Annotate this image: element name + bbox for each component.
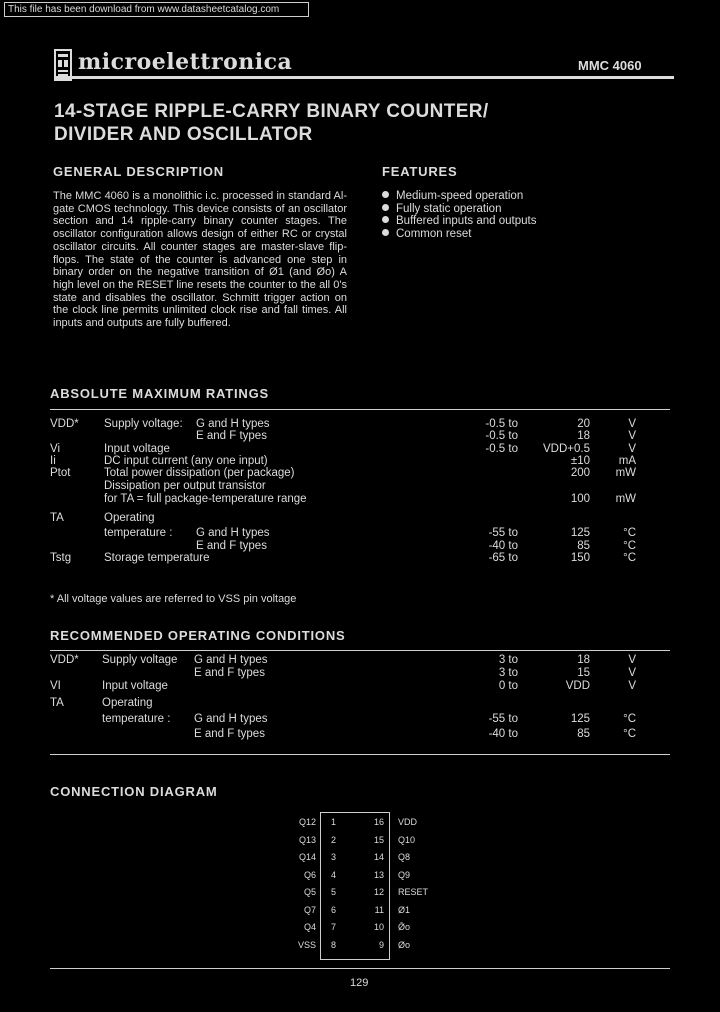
left-pin-name: Q7 bbox=[303, 904, 316, 915]
right-pin-number: 15 bbox=[373, 834, 384, 845]
left-pin-number: 8 bbox=[331, 939, 337, 950]
feature-item bbox=[382, 228, 536, 241]
company-logo-text: microelettronica bbox=[78, 49, 293, 75]
condition-min: 0 to bbox=[498, 680, 518, 692]
document-title bbox=[54, 100, 489, 146]
right-pin-number: 16 bbox=[373, 817, 384, 827]
left-pin-number: 3 bbox=[331, 852, 337, 862]
rating-description: Supply voltage: bbox=[104, 418, 183, 430]
ratings-top-rule bbox=[50, 409, 670, 410]
recommended-bottom-rule bbox=[50, 754, 670, 755]
rating-max: VDD+0.5 bbox=[543, 443, 590, 455]
rating-unit: mW bbox=[615, 467, 636, 479]
rating-min: -0.5 to bbox=[485, 443, 518, 455]
rating-min: -40 to bbox=[488, 540, 518, 552]
right-pin-name: Q8 bbox=[398, 852, 411, 862]
condition-max: VDD bbox=[565, 680, 590, 692]
rating-unit: V bbox=[628, 418, 636, 430]
bullet-icon bbox=[382, 216, 389, 223]
right-pin-number: 14 bbox=[373, 852, 384, 862]
general-description-heading: GENERAL DESCRIPTION bbox=[53, 164, 224, 179]
rating-unit: mW bbox=[615, 493, 636, 505]
rating-description: DC input current (any one input) bbox=[104, 455, 268, 467]
rating-type: G and H types bbox=[196, 527, 270, 539]
rating-description: Storage temperature bbox=[104, 552, 210, 564]
rating-min: -0.5 to bbox=[485, 430, 518, 442]
left-pin-number: 7 bbox=[331, 922, 337, 932]
footer-rule bbox=[50, 968, 670, 969]
condition-unit: °C bbox=[623, 713, 636, 725]
left-pin-name: Q4 bbox=[303, 922, 316, 932]
left-pin-number: 2 bbox=[331, 834, 337, 845]
left-pin-number: 4 bbox=[331, 869, 337, 880]
rating-description: Dissipation per output transistor bbox=[104, 480, 266, 492]
voltage-note: * All voltage values are referred to VSS pin voltage bbox=[50, 593, 297, 605]
general-description-text: The MMC 4060 is a monolithic i.c. processed in standard Al-gate CMOS technology. This device consists of an oscillator section and 14 ripple-carry binary counter stages. The oscillator configuration allows design of either RC or crystal oscillator circuits. All counter stages are master-slave flip-flops. The state of the counter is advanced one step in binary order on the negative transition of Ø1 (and Øo) A high level on the RESET line resets the counter to the all 0's state and disables the oscillator. Schmitt trigger action on the clock line permits unlimited clock rise and fall times. All inputs and outputs are fully buffered. bbox=[53, 190, 347, 330]
download-banner: This file has been download from www.datasheetcatalog.com bbox=[4, 2, 309, 17]
right-pin-name: Ø1 bbox=[398, 904, 411, 915]
right-pin-number: 13 bbox=[373, 869, 384, 880]
condition-unit: V bbox=[628, 654, 636, 666]
condition-description: Input voltage bbox=[102, 680, 168, 692]
rating-max: 85 bbox=[577, 540, 590, 552]
condition-type: E and F types bbox=[194, 667, 265, 679]
rating-type: E and F types bbox=[196, 430, 267, 442]
rating-unit: °C bbox=[623, 527, 636, 539]
recommended-top-rule bbox=[50, 650, 670, 651]
rating-max: 18 bbox=[577, 430, 590, 442]
condition-max: 85 bbox=[577, 728, 590, 740]
rating-symbol: Vi bbox=[50, 443, 61, 455]
left-pin-name: VSS bbox=[297, 939, 316, 950]
rating-description: Input voltage bbox=[104, 443, 170, 455]
rating-min: -55 to bbox=[488, 527, 518, 539]
condition-max: 18 bbox=[577, 654, 590, 666]
right-pin-name: Ø̄o bbox=[398, 922, 411, 932]
condition-symbol: VDD* bbox=[50, 654, 79, 666]
rating-symbol: Ptot bbox=[50, 467, 71, 479]
rating-description: Operating bbox=[104, 512, 155, 524]
condition-description: Supply voltage bbox=[102, 654, 178, 666]
rating-symbol: Tstg bbox=[50, 552, 72, 564]
condition-type: G and H types bbox=[194, 654, 268, 666]
condition-description: temperature : bbox=[102, 713, 171, 725]
condition-description: Operating bbox=[102, 697, 153, 709]
right-pin-name: Q9 bbox=[398, 869, 411, 880]
condition-min: -40 to bbox=[488, 728, 518, 740]
condition-min: 3 to bbox=[498, 654, 518, 666]
rating-symbol: VDD* bbox=[50, 418, 79, 430]
feature-text: Common reset bbox=[396, 227, 472, 240]
bullet-icon bbox=[382, 191, 389, 198]
condition-unit: °C bbox=[623, 728, 636, 740]
feature-item bbox=[382, 190, 536, 203]
features-list bbox=[382, 190, 536, 240]
rating-unit: V bbox=[628, 430, 636, 442]
left-pin-name: Q12 bbox=[298, 817, 316, 827]
left-pin-number: 5 bbox=[331, 887, 337, 897]
condition-unit: V bbox=[628, 680, 636, 692]
rating-unit: mA bbox=[618, 455, 636, 467]
condition-symbol: TA bbox=[50, 697, 64, 709]
rating-max: 125 bbox=[570, 527, 590, 539]
right-pin-name: Q10 bbox=[398, 834, 416, 845]
absolute-maximum-ratings-heading: ABSOLUTE MAXIMUM RATINGS bbox=[50, 386, 270, 401]
page-number: 129 bbox=[350, 977, 369, 989]
rating-max: 20 bbox=[577, 418, 590, 430]
left-pin-number: 6 bbox=[331, 904, 337, 915]
bullet-icon bbox=[382, 204, 389, 211]
condition-max: 125 bbox=[570, 713, 590, 725]
title-line-2: DIVIDER AND OSCILLATOR bbox=[54, 124, 313, 145]
rating-max: 100 bbox=[570, 493, 590, 505]
rating-description: temperature : bbox=[104, 527, 173, 539]
feature-text: Fully static operation bbox=[396, 202, 502, 215]
rating-symbol: TA bbox=[50, 512, 64, 524]
rating-max: 200 bbox=[570, 467, 590, 479]
rating-unit: °C bbox=[623, 540, 636, 552]
bullet-icon bbox=[382, 229, 389, 236]
rating-type: E and F types bbox=[196, 540, 267, 552]
right-pin-number: 11 bbox=[374, 904, 384, 915]
recommended-operating-conditions-heading: RECOMMENDED OPERATING CONDITIONS bbox=[50, 628, 346, 643]
right-pin-number: 10 bbox=[373, 922, 384, 932]
feature-text: Medium-speed operation bbox=[396, 190, 524, 202]
rating-unit: °C bbox=[623, 552, 636, 564]
condition-type: G and H types bbox=[194, 713, 268, 725]
condition-type: E and F types bbox=[194, 728, 265, 740]
rating-max: 150 bbox=[570, 552, 590, 564]
right-pin-number: 9 bbox=[378, 939, 384, 950]
feature-item bbox=[382, 203, 536, 216]
left-pin-name: Q6 bbox=[303, 869, 316, 880]
condition-unit: V bbox=[628, 667, 636, 679]
left-pin-name: Q13 bbox=[298, 834, 316, 845]
features-heading: FEATURES bbox=[382, 164, 458, 179]
right-pin-name: Øo bbox=[398, 939, 411, 950]
condition-min: 3 to bbox=[498, 667, 518, 679]
left-pin-name: Q5 bbox=[303, 887, 316, 897]
rating-unit: V bbox=[628, 443, 636, 455]
right-pin-number: 12 bbox=[373, 887, 384, 897]
rating-type: G and H types bbox=[196, 418, 270, 430]
left-pin-number: 1 bbox=[331, 817, 337, 827]
condition-symbol: VI bbox=[50, 680, 61, 692]
rating-max: ±10 bbox=[570, 455, 590, 467]
left-pin-name: Q14 bbox=[298, 852, 316, 862]
feature-text: Buffered inputs and outputs bbox=[396, 215, 537, 228]
rating-symbol: Ii bbox=[50, 455, 56, 467]
header-rule bbox=[54, 76, 674, 79]
rating-min: -0.5 to bbox=[485, 418, 518, 430]
model-number: MMC 4060 bbox=[578, 58, 642, 73]
condition-min: -55 to bbox=[488, 713, 518, 725]
feature-item bbox=[382, 215, 536, 228]
title-line-1: 14-STAGE RIPPLE-CARRY BINARY COUNTER/ bbox=[54, 101, 489, 122]
rating-description: for TA = full package-temperature range bbox=[104, 493, 307, 505]
rating-description: Total power dissipation (per package) bbox=[104, 467, 295, 479]
right-pin-name: VDD bbox=[398, 817, 418, 827]
right-pin-name: RESET bbox=[398, 887, 429, 897]
condition-max: 15 bbox=[577, 667, 590, 679]
rating-min: -65 to bbox=[488, 552, 518, 564]
connection-diagram-heading: CONNECTION DIAGRAM bbox=[50, 784, 218, 799]
